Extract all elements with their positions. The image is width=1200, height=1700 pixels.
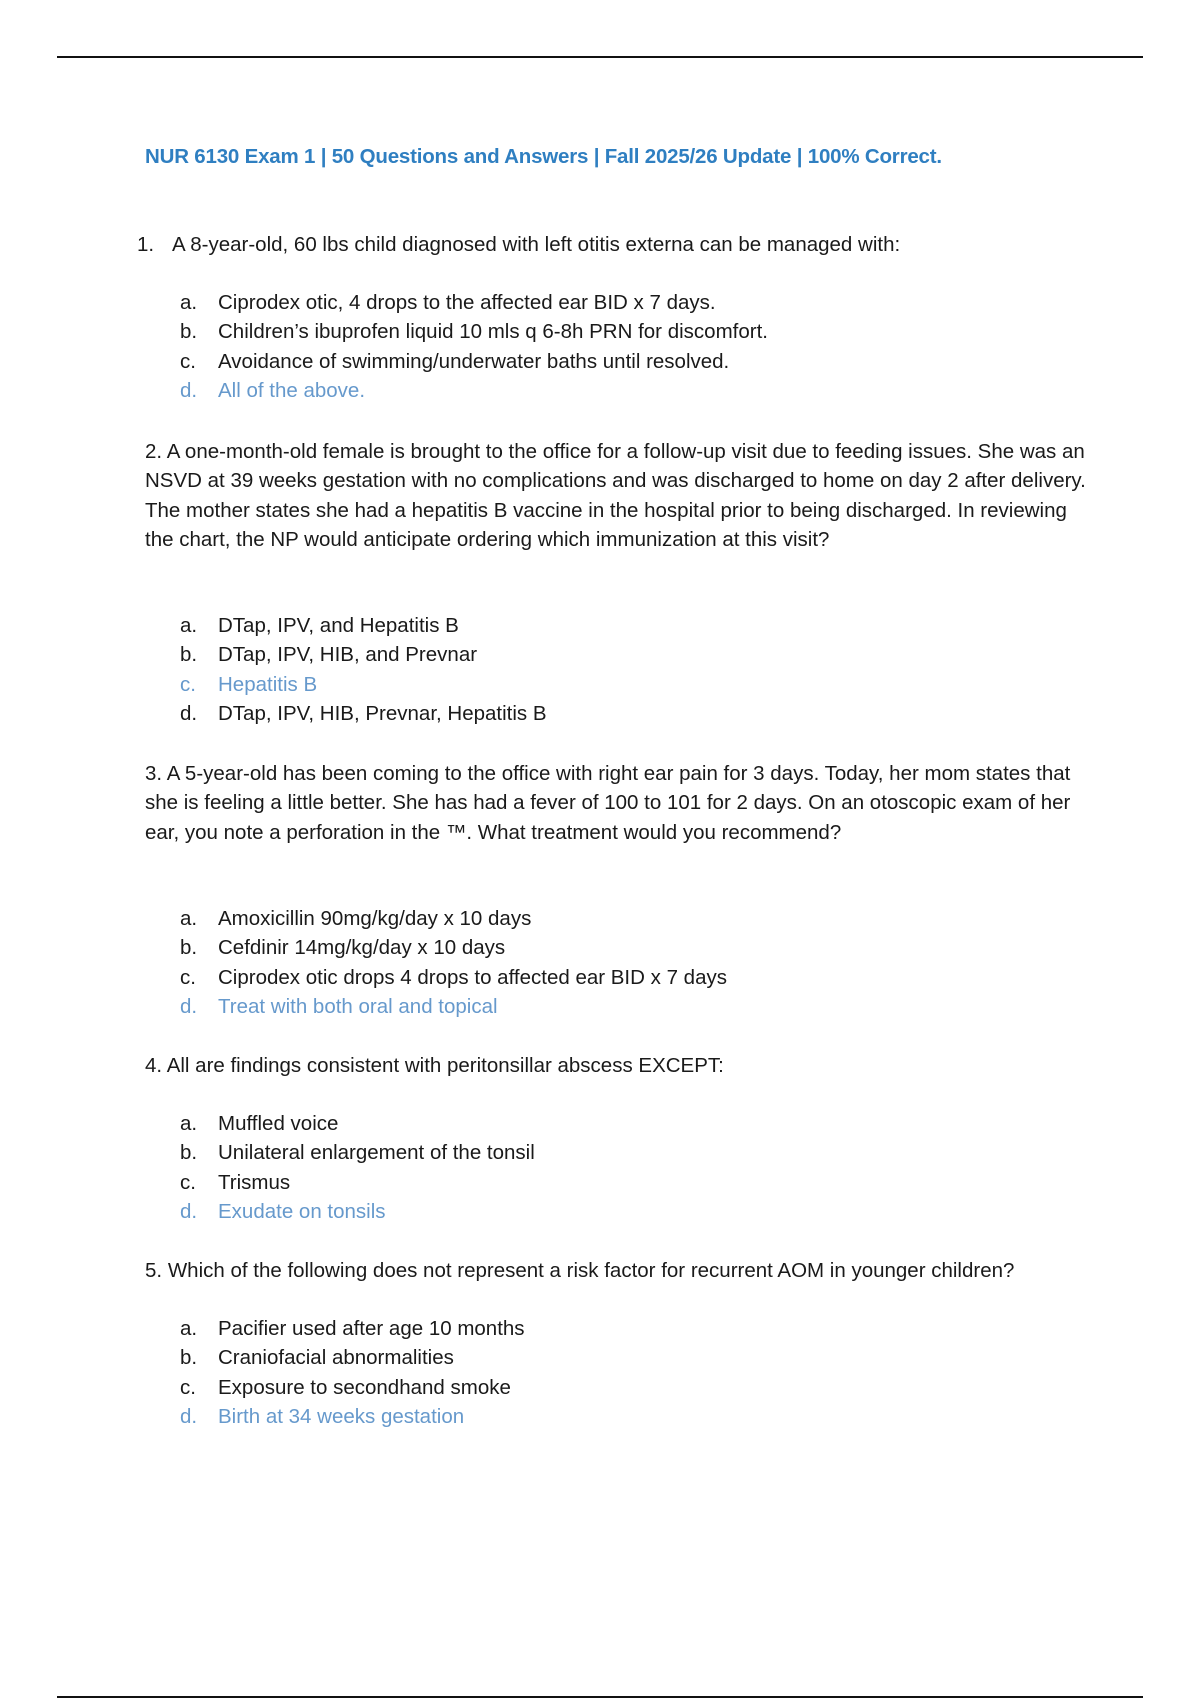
- option-1a: [180, 288, 768, 317]
- question-text: A 8-year-old, 60 lbs child diagnosed with left otitis externa can be managed with:: [172, 233, 901, 256]
- option-letter: d.: [180, 378, 198, 402]
- option-letter: b.: [180, 936, 198, 960]
- option-2b: [180, 640, 547, 669]
- option-1c: [180, 347, 768, 376]
- question-number: 2.: [145, 440, 163, 463]
- option-text: Birth at 34 weeks gestation: [218, 1404, 465, 1428]
- question-4: [145, 1051, 1090, 1080]
- option-letter: a.: [180, 1112, 198, 1135]
- document-title: NUR 6130 Exam 1 | 50 Questions and Answers | Fall 2025/26 Update | 100% Correct.: [145, 145, 942, 168]
- option-letter: c.: [180, 672, 196, 696]
- option-letter: b.: [180, 1346, 198, 1370]
- option-2d: [180, 699, 547, 728]
- option-text: Unilateral enlargement of the tonsil: [218, 1141, 535, 1165]
- option-5d-correct: [180, 1402, 525, 1431]
- option-text: Exposure to secondhand smoke: [218, 1375, 511, 1399]
- option-2a: [180, 611, 547, 640]
- option-letter: d.: [180, 994, 198, 1018]
- question-text: A one-month-old female is brought to the office for a follow-up visit due to feeding issues. She was an NSVD at 39 weeks gestation with no complications and was discharged to home on day 2 after delivery. The mother states she had a hepatitis B vaccine in the hospital prior to being discharged. In reviewing the chart, the NP would anticipate ordering which immunization at this visit?: [145, 440, 1086, 551]
- option-text: Hepatitis B: [218, 672, 318, 696]
- question-text: All are findings consistent with peritonsillar abscess EXCEPT:: [166, 1054, 724, 1077]
- option-text: Exudate on tonsils: [218, 1199, 386, 1223]
- question-3: [145, 759, 1090, 847]
- option-text: Cefdinir 14mg/kg/day x 10 days: [218, 936, 506, 960]
- option-text: DTap, IPV, HIB, Prevnar, Hepatitis B: [218, 701, 547, 725]
- question-1: [137, 230, 1082, 259]
- option-letter: a.: [180, 614, 198, 637]
- option-text: DTap, IPV, HIB, and Prevnar: [218, 643, 478, 667]
- question-number: 5.: [145, 1259, 163, 1282]
- option-letter: b.: [180, 643, 198, 667]
- option-4a: [180, 1109, 535, 1138]
- option-text: Amoxicillin 90mg/kg/day x 10 days: [218, 907, 532, 930]
- options-q5: [180, 1314, 525, 1431]
- option-4d-correct: [180, 1197, 535, 1226]
- option-text: Children’s ibuprofen liquid 10 mls q 6-8h PRN for discomfort.: [218, 320, 768, 344]
- option-5a: [180, 1314, 525, 1343]
- question-2: [145, 437, 1090, 554]
- option-text: All of the above.: [218, 378, 366, 402]
- question-number: 1.: [137, 233, 155, 256]
- option-4b: [180, 1138, 535, 1167]
- option-letter: c.: [180, 1375, 196, 1399]
- option-text: DTap, IPV, and Hepatitis B: [218, 614, 459, 637]
- option-text: Muffled voice: [218, 1112, 339, 1135]
- option-text: Avoidance of swimming/underwater baths until resolved.: [218, 349, 730, 373]
- option-letter: d.: [180, 1404, 198, 1428]
- option-text: Craniofacial abnormalities: [218, 1346, 454, 1370]
- question-number: 3.: [145, 762, 163, 785]
- options-q3: [180, 904, 727, 1021]
- question-text: Which of the following does not represent a risk factor for recurrent AOM in younger children?: [167, 1259, 1015, 1282]
- option-letter: c.: [180, 965, 196, 989]
- option-4c: [180, 1168, 535, 1197]
- option-letter: c.: [180, 349, 196, 373]
- option-3a: [180, 904, 727, 933]
- question-5: [145, 1256, 1090, 1285]
- option-text: Ciprodex otic drops 4 drops to affected ear BID x 7 days: [218, 965, 727, 989]
- option-3d-correct: [180, 992, 727, 1021]
- option-text: Pacifier used after age 10 months: [218, 1317, 525, 1340]
- option-text: Trismus: [218, 1170, 291, 1194]
- option-letter: a.: [180, 907, 198, 930]
- option-letter: a.: [180, 1317, 198, 1340]
- option-letter: d.: [180, 701, 198, 725]
- option-5b: [180, 1343, 525, 1372]
- top-rule: [57, 56, 1143, 58]
- option-5c: [180, 1373, 525, 1402]
- option-1b: [180, 317, 768, 346]
- bottom-rule: [57, 1696, 1143, 1698]
- options-q1: [180, 288, 768, 405]
- option-3c: [180, 963, 727, 992]
- options-q2: [180, 611, 547, 728]
- option-letter: b.: [180, 320, 198, 344]
- option-1d-correct: [180, 376, 768, 405]
- option-text: Ciprodex otic, 4 drops to the affected ear BID x 7 days.: [218, 291, 716, 314]
- option-letter: b.: [180, 1141, 198, 1165]
- option-3b: [180, 933, 727, 962]
- option-letter: c.: [180, 1170, 196, 1194]
- question-number: 4.: [145, 1054, 163, 1077]
- option-text: Treat with both oral and topical: [218, 994, 498, 1018]
- question-text: A 5-year-old has been coming to the office with right ear pain for 3 days. Today, her mom states that she is feeling a little better. She has had a fever of 100 to 101 for 2 days. On an otoscopic exam of her ear, you note a perforation in the ™. What treatment would you recommend?: [145, 762, 1071, 844]
- option-letter: a.: [180, 291, 198, 314]
- option-letter: d.: [180, 1199, 198, 1223]
- option-2c-correct: [180, 670, 547, 699]
- options-q4: [180, 1109, 535, 1226]
